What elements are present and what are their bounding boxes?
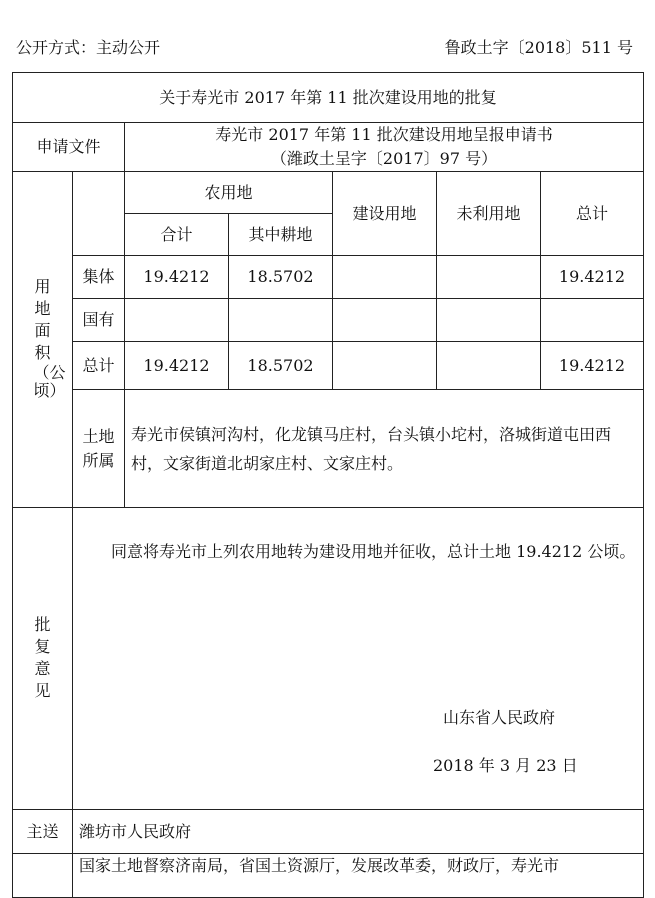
ownership-label: 土地 所属 <box>73 390 125 508</box>
table-row <box>13 299 644 342</box>
agri-land-header: 农用地 <box>125 172 333 214</box>
total-header: 总计 <box>541 172 644 256</box>
area-side-label-text: 用 地 面 积 （公顷） <box>33 277 66 400</box>
ownership-row <box>13 390 644 508</box>
area-unit-label: （公顷） <box>33 363 66 400</box>
total-value: 19.4212 <box>541 342 644 390</box>
agri-total-value: 19.4212 <box>125 342 229 390</box>
cultivated-value <box>229 299 333 342</box>
document-number: 鲁政土字〔2018〕511 号 <box>444 38 633 57</box>
agri-total-header: 合计 <box>125 214 229 256</box>
cc-text: 国家土地督察济南局，省国土资源厅，发展改革委，财政厅，寿光市 <box>73 854 644 898</box>
blank-header-cell <box>73 172 125 256</box>
area-header-row-1 <box>13 172 644 214</box>
row-label: 集体 <box>73 256 125 299</box>
issuing-authority: 山东省人民政府 <box>443 708 556 727</box>
unused-value <box>437 342 541 390</box>
total-value <box>541 299 644 342</box>
cc-label <box>13 854 73 898</box>
agri-cultivated-header: 其中耕地 <box>229 214 333 256</box>
opinion-content <box>73 508 644 810</box>
agri-total-value: 19.4212 <box>125 256 229 299</box>
application-line-2: （潍政土呈字〔2017〕97 号） <box>270 149 498 168</box>
row-label: 总计 <box>73 342 125 390</box>
send-to-label: 主送 <box>13 810 73 854</box>
construction-land-header: 建设用地 <box>333 172 437 256</box>
ownership-text: 寿光市侯镇河沟村，化龙镇马庄村，台头镇小坨村，洛城街道屯田西村，文家街道北胡家庄村、文家庄村。 <box>125 390 644 508</box>
application-document <box>125 123 644 172</box>
opinion-label-text: 批 复 意 见 <box>34 615 51 700</box>
unused-value <box>437 256 541 299</box>
send-to-text: 潍坊市人民政府 <box>73 810 644 854</box>
opinion-text: 同意将寿光市上列农用地转为建设用地并征收，总计土地 19.4212 公顷。 <box>111 542 636 561</box>
area-side-label <box>13 172 73 508</box>
send-to-row <box>13 810 644 854</box>
title-row <box>13 73 644 123</box>
cultivated-value: 18.5702 <box>229 256 333 299</box>
construction-value <box>333 342 437 390</box>
disclosure-method: 公开方式：主动公开 <box>16 38 161 57</box>
construction-value <box>333 299 437 342</box>
application-label: 申请文件 <box>13 123 125 172</box>
issue-date: 2018 年 3 月 23 日 <box>433 756 578 775</box>
application-line-1: 寿光市 2017 年第 11 批次建设用地呈报申请书 <box>215 125 553 144</box>
agri-total-value <box>125 299 229 342</box>
table-row <box>13 256 644 299</box>
application-row <box>13 123 644 172</box>
opinion-label <box>13 508 73 810</box>
approval-table <box>12 72 644 898</box>
cc-row <box>13 854 644 898</box>
unused-land-header: 未利用地 <box>437 172 541 256</box>
cultivated-value: 18.5702 <box>229 342 333 390</box>
construction-value <box>333 256 437 299</box>
opinion-row <box>13 508 644 810</box>
row-label: 国有 <box>73 299 125 342</box>
document-title: 关于寿光市 2017 年第 11 批次建设用地的批复 <box>13 73 644 123</box>
unused-value <box>437 299 541 342</box>
table-row <box>13 342 644 390</box>
total-value: 19.4212 <box>541 256 644 299</box>
